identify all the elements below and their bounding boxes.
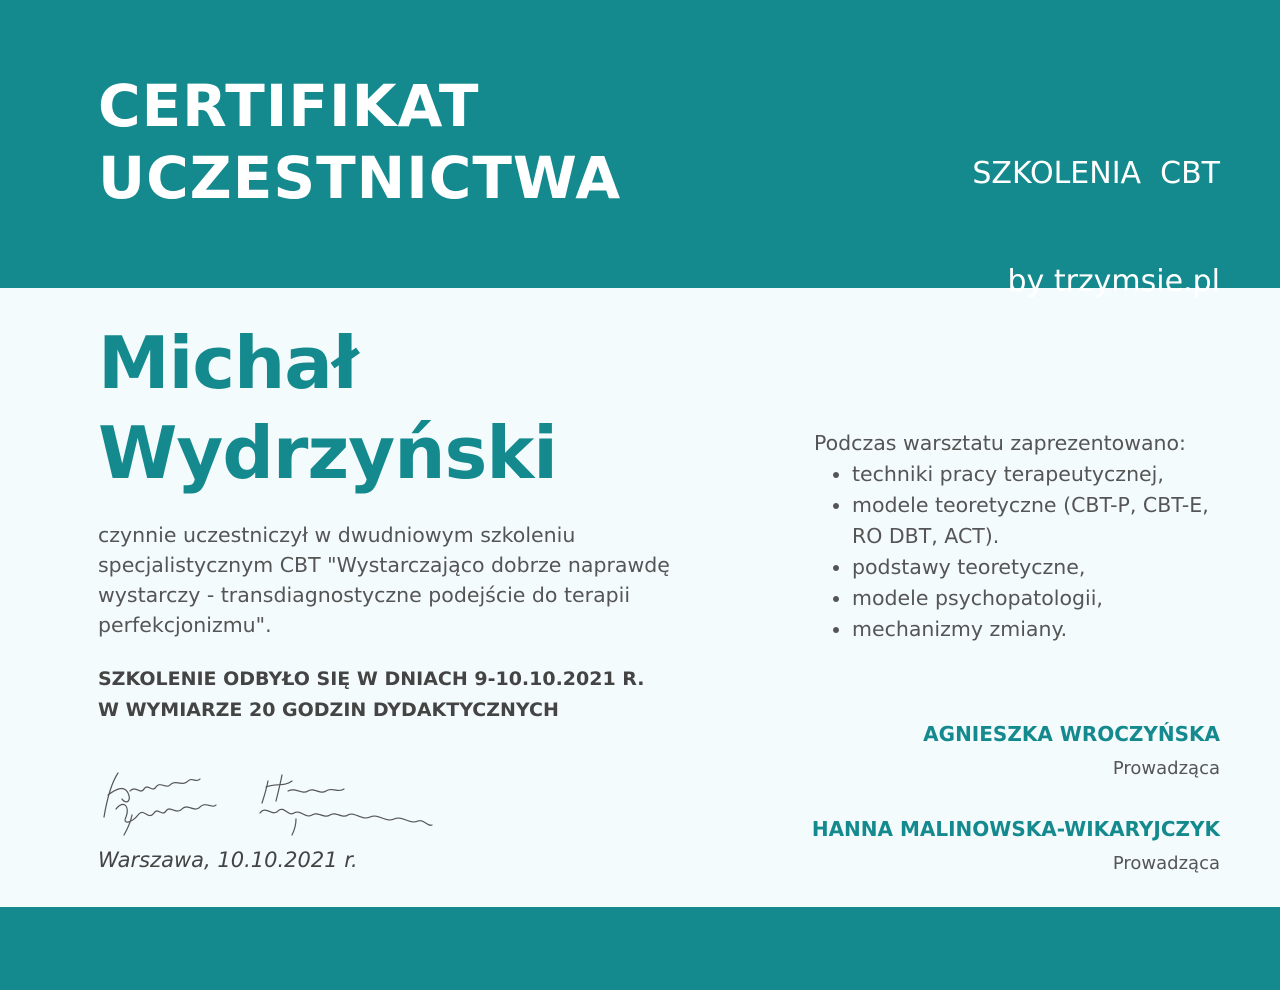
course-dates-line-1: SZKOLENIE ODBYŁO SIĘ W DNIACH 9-10.10.2021 R. xyxy=(98,668,645,690)
brand-logo-text xyxy=(972,84,1220,336)
course-dates-line-2: W WYMIARZE 20 GODZIN DYDAKTYCZNYCH xyxy=(98,699,559,721)
title-line-2: UCZESTNICTWA xyxy=(98,144,622,212)
participant-first-name: Michał xyxy=(98,321,358,405)
list-item: • modele psychopatologii, xyxy=(852,583,1234,614)
brand-line-2: by trzymsie.pl xyxy=(1007,264,1220,299)
participant-last-name: Wydrzyński xyxy=(98,411,557,495)
certificate-title xyxy=(98,70,621,214)
handwritten-signatures xyxy=(96,765,436,845)
list-item: • techniki pracy terapeutycznej, xyxy=(852,459,1234,490)
course-dates xyxy=(98,664,645,726)
signer-1 xyxy=(923,720,1220,782)
signer-2 xyxy=(812,815,1220,877)
title-line-1: CERTIFIKAT xyxy=(98,72,480,140)
list-item: • modele teoretyczne (CBT-P, CBT-E, RO DBT, ACT). xyxy=(852,490,1234,552)
place-and-date: Warszawa, 10.10.2021 r. xyxy=(98,848,358,872)
signer-role: Prowadząca xyxy=(1112,853,1220,874)
course-description: czynnie uczestniczył w dwudniowym szkoleniu specjalistycznym CBT "Wystarczająco dobrze naprawdę wystarczy - transdiagnostyczne podejście do terapii perfekcjonizmu". xyxy=(98,523,670,637)
signer-name: HANNA MALINOWSKA-WIKARYJCZYK xyxy=(811,817,1220,841)
signer-role: Prowadząca xyxy=(1112,758,1220,779)
participant-name xyxy=(98,318,557,498)
list-item: • mechanizmy zmiany. xyxy=(852,614,1234,645)
footer-band xyxy=(0,907,1280,990)
topics-heading: Podczas warsztatu zaprezentowano: xyxy=(814,431,1186,455)
signatures-image xyxy=(96,765,436,845)
list-item: • podstawy teoretyczne, xyxy=(852,552,1234,583)
signer-name: AGNIESZKA WROCZYŃSKA xyxy=(923,722,1220,746)
brand-line-1: SZKOLENIA CBT xyxy=(972,156,1220,191)
topics-section xyxy=(814,428,1234,645)
topics-list xyxy=(814,459,1234,645)
